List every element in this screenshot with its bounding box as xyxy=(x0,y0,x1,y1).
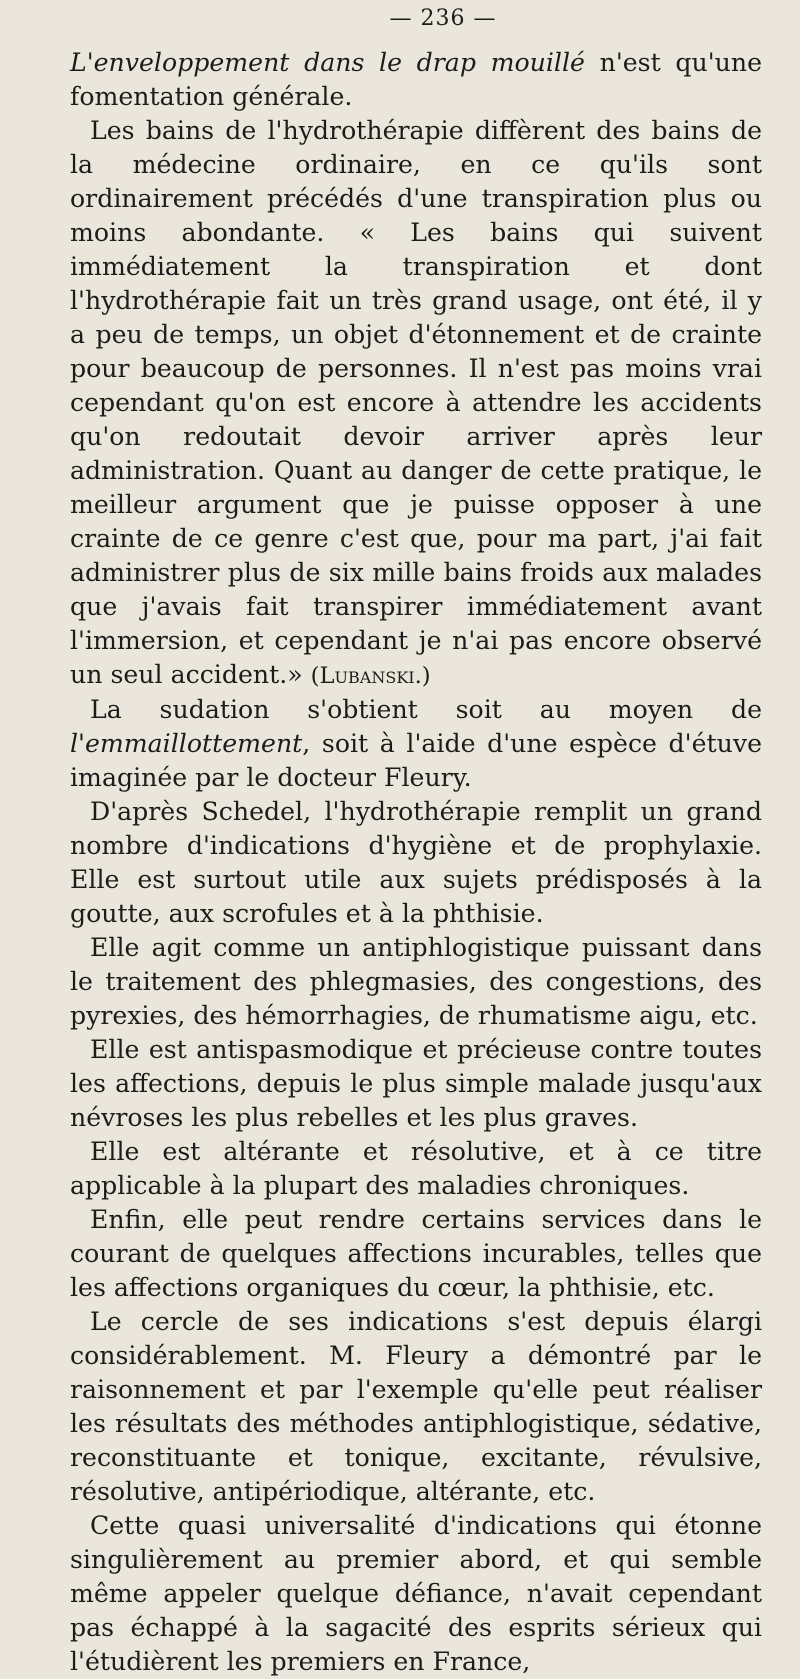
paragraph-sudation xyxy=(70,693,762,795)
paragraph-text: n'est qu'une fomentation générale. xyxy=(70,48,763,111)
paragraph-schedel: D'après Schedel, l'hydrothérapie remplit un grand nombre d'indications d'hygiène et de prophylaxie. Elle est surtout utile aux sujets prédisposés à la goutte, aux scrofules et à la phthisie. xyxy=(70,797,762,928)
italic-term: l'emmaillottement xyxy=(70,729,303,758)
paragraph-alterante: Elle est altérante et résolutive, et à ce titre applicable à la plupart des maladies chroniques. xyxy=(70,1137,762,1200)
paragraph-cercle: Le cercle de ses indications s'est depuis élargi considérablement. M. Fleury a démontré par le raisonnement et par l'exemple qu'elle peut réaliser les résultats des méthodes antiphlogistique, sédative, reconstituante et tonique, excitante, révulsive, résolutive, antipériodique, altérante, etc. xyxy=(70,1307,762,1506)
paragraph-text: Les bains de l'hydrothérapie diffèrent des bains de la médecine ordinaire, en ce qu'ils sont ordinairement précédés d'une transpiration plus ou moins abondante. « Les bains qui suivent immédiatement la transpiration et dont l'hydrothérapie fait un très grand usage, ont été, il y a peu de temps, un objet d'étonnement et de crainte pour beaucoup de personnes. Il n'est pas moins vrai cependant qu'on est encore à attendre les accidents qu'on redoutait devoir arriver après leur administration. Quant au danger de cette pratique, le meilleur argument que je puisse opposer à une crainte de ce genre c'est que, pour ma part, j'ai fait administrer plus de six mille bains froids aux malades que j'avais fait transpirer immédiatement avant l'immersion, et cependant je n'ai pas encore observé un seul accident.» xyxy=(70,116,762,689)
body-text xyxy=(70,46,762,1679)
italic-term: L'enveloppement dans le drap mouillé xyxy=(70,48,585,77)
paragraph-text: La sudation s'obtient soit au moyen de xyxy=(90,695,762,724)
paragraph-text: , soit à l'aide d'une espèce d'étuve imaginée par le docteur Fleury. xyxy=(70,729,762,792)
paragraph-antiphlogistique: Elle agit comme un antiphlogistique puissant dans le traitement des phlegmasies, des congestions, des pyrexies, des hémorrhagies, de rhumatisme aigu, etc. xyxy=(70,933,762,1030)
paragraph-enveloppement xyxy=(70,46,762,114)
page-number: — 236 — xyxy=(389,6,497,31)
paragraph-antispasmodique: Elle est antispasmodique et précieuse contre toutes les affections, depuis le plus simple malade jusqu'aux névroses les plus rebelles et les plus graves. xyxy=(70,1035,762,1132)
paragraph-bains xyxy=(70,114,762,693)
citation: (Lubanski.) xyxy=(310,663,431,689)
paragraph-universalite: Cette quasi universalité d'indications qui étonne singulièrement au premier abord, et qui semble même appeler quelque défiance, n'avait cependant pas échappé à la sagacité des esprits sérieux qui l'étudièrent les premiers en France, xyxy=(70,1511,762,1676)
paragraph-enfin: Enfin, elle peut rendre certains services dans le courant de quelques affections incurables, telles que les affections organiques du cœur, la phthisie, etc. xyxy=(70,1205,762,1302)
